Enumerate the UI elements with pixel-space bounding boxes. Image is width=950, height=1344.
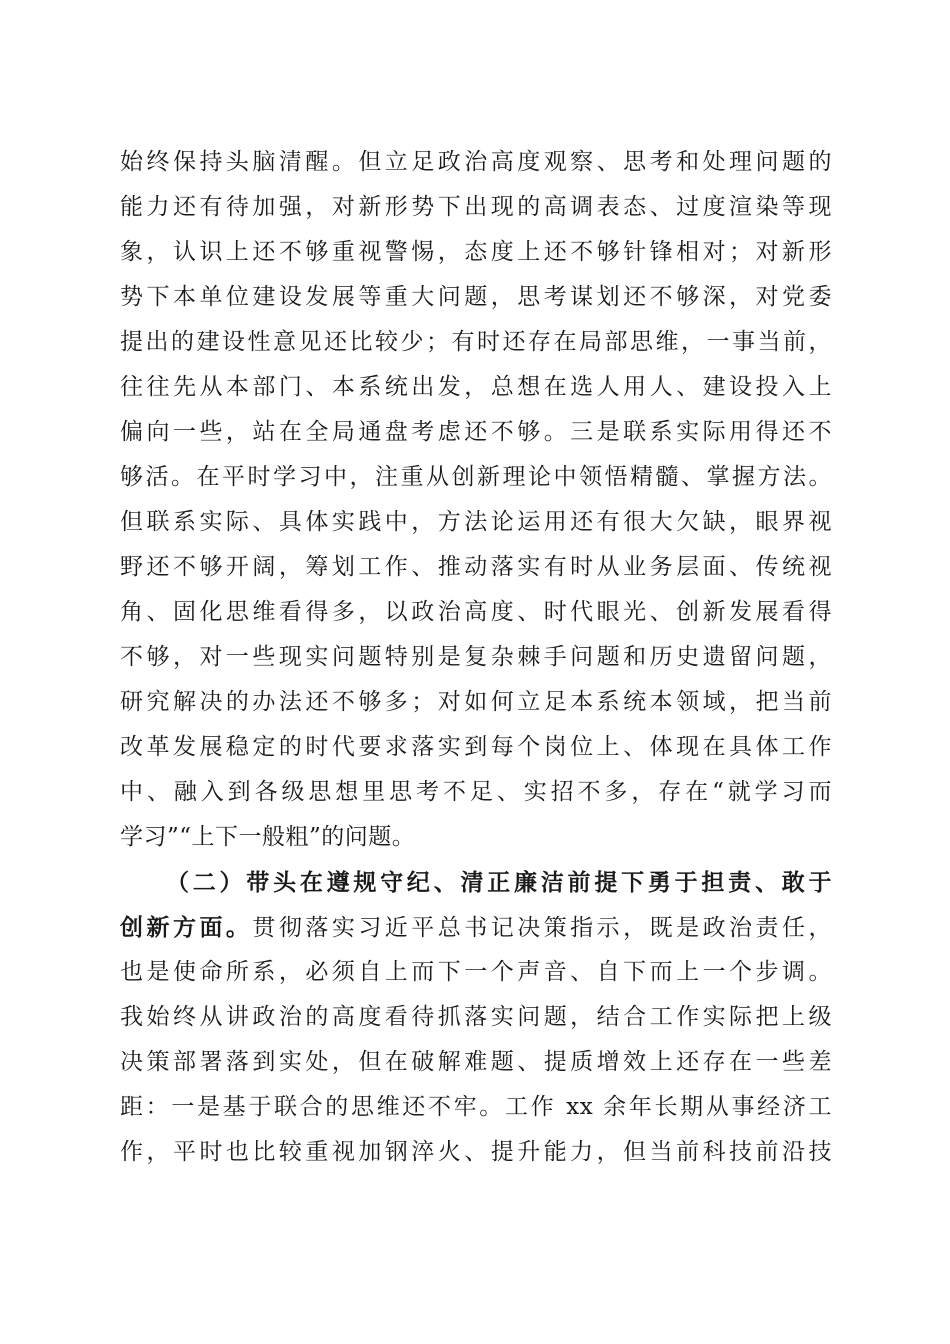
text-line: 角、固化思维看得多，以政治高度、时代眼光、创新发展看得	[120, 599, 832, 625]
text-line: 但联系实际、具体实践中，方法论运用还有很大欠缺，眼界视	[120, 509, 832, 535]
text-line: 我始终从讲政治的高度看待抓落实问题，结合工作实际把上级	[120, 1004, 832, 1030]
text-line: 野还不够开阔，筹划工作、推动落实有时从业务层面、传统视	[120, 554, 832, 580]
text-line: 象，认识上还不够重视警惕，态度上还不够针锋相对；对新形	[120, 239, 832, 265]
body-text	[120, 140, 832, 1175]
text-line: 中、融入到各级思想里思考不足、实招不多，存在“就学习而	[120, 779, 832, 805]
text-line: 偏向一些，站在全局通盘考虑还不够。三是联系实际用得还不	[120, 419, 832, 445]
text-line: 提出的建设性意见还比较少；有时还存在局部思维，一事当前，	[120, 329, 832, 355]
text-line: 决策部署落到实处，但在破解难题、提质增效上还存在一些差	[120, 1049, 832, 1075]
text-line: 始终保持头脑清醒。但立足政治高度观察、思考和处理问题的	[120, 149, 832, 175]
text-line: 改革发展稳定的时代要求落实到每个岗位上、体现在具体工作	[120, 734, 832, 760]
text-line: 也是使命所系，必须自上而下一个声音、自下而上一个步调。	[120, 959, 832, 985]
section-text: 贯彻落实习近平总书记决策指示，既是政治责任，	[252, 915, 833, 941]
text-line: 能力还有待加强，对新形势下出现的高调表态、过度渲染等现	[120, 194, 832, 220]
text-line: 往往先从本部门、本系统出发，总想在选人用人、建设投入上	[120, 374, 832, 400]
text-line: 距：一是基于联合的思维还不牢。工作 xx 余年长期从事经济工	[120, 1094, 832, 1120]
text-line: 够活。在平时学习中，注重从创新理论中领悟精髓、掌握方法。	[120, 464, 832, 490]
text-line: 研究解决的办法还不够多；对如何立足本系统本领域，把当前	[120, 689, 832, 715]
section-heading: （二）带头在遵规守纪、清正廉洁前提下勇于担责、敢于	[166, 869, 832, 896]
text-line: 作，平时也比较重视加钢淬火、提升能力，但当前科技前沿技	[120, 1139, 832, 1165]
section-heading-end: 创新方面。	[120, 914, 253, 941]
text-line: 不够，对一些现实问题特别是复杂棘手问题和历史遗留问题，	[120, 644, 832, 670]
paragraph-end-line: 学习”“上下一般粗”的问题。	[120, 824, 416, 850]
text-line: 势下本单位建设发展等重大问题，思考谋划还不够深，对党委	[120, 284, 832, 310]
section-heading-continuation	[120, 905, 832, 950]
